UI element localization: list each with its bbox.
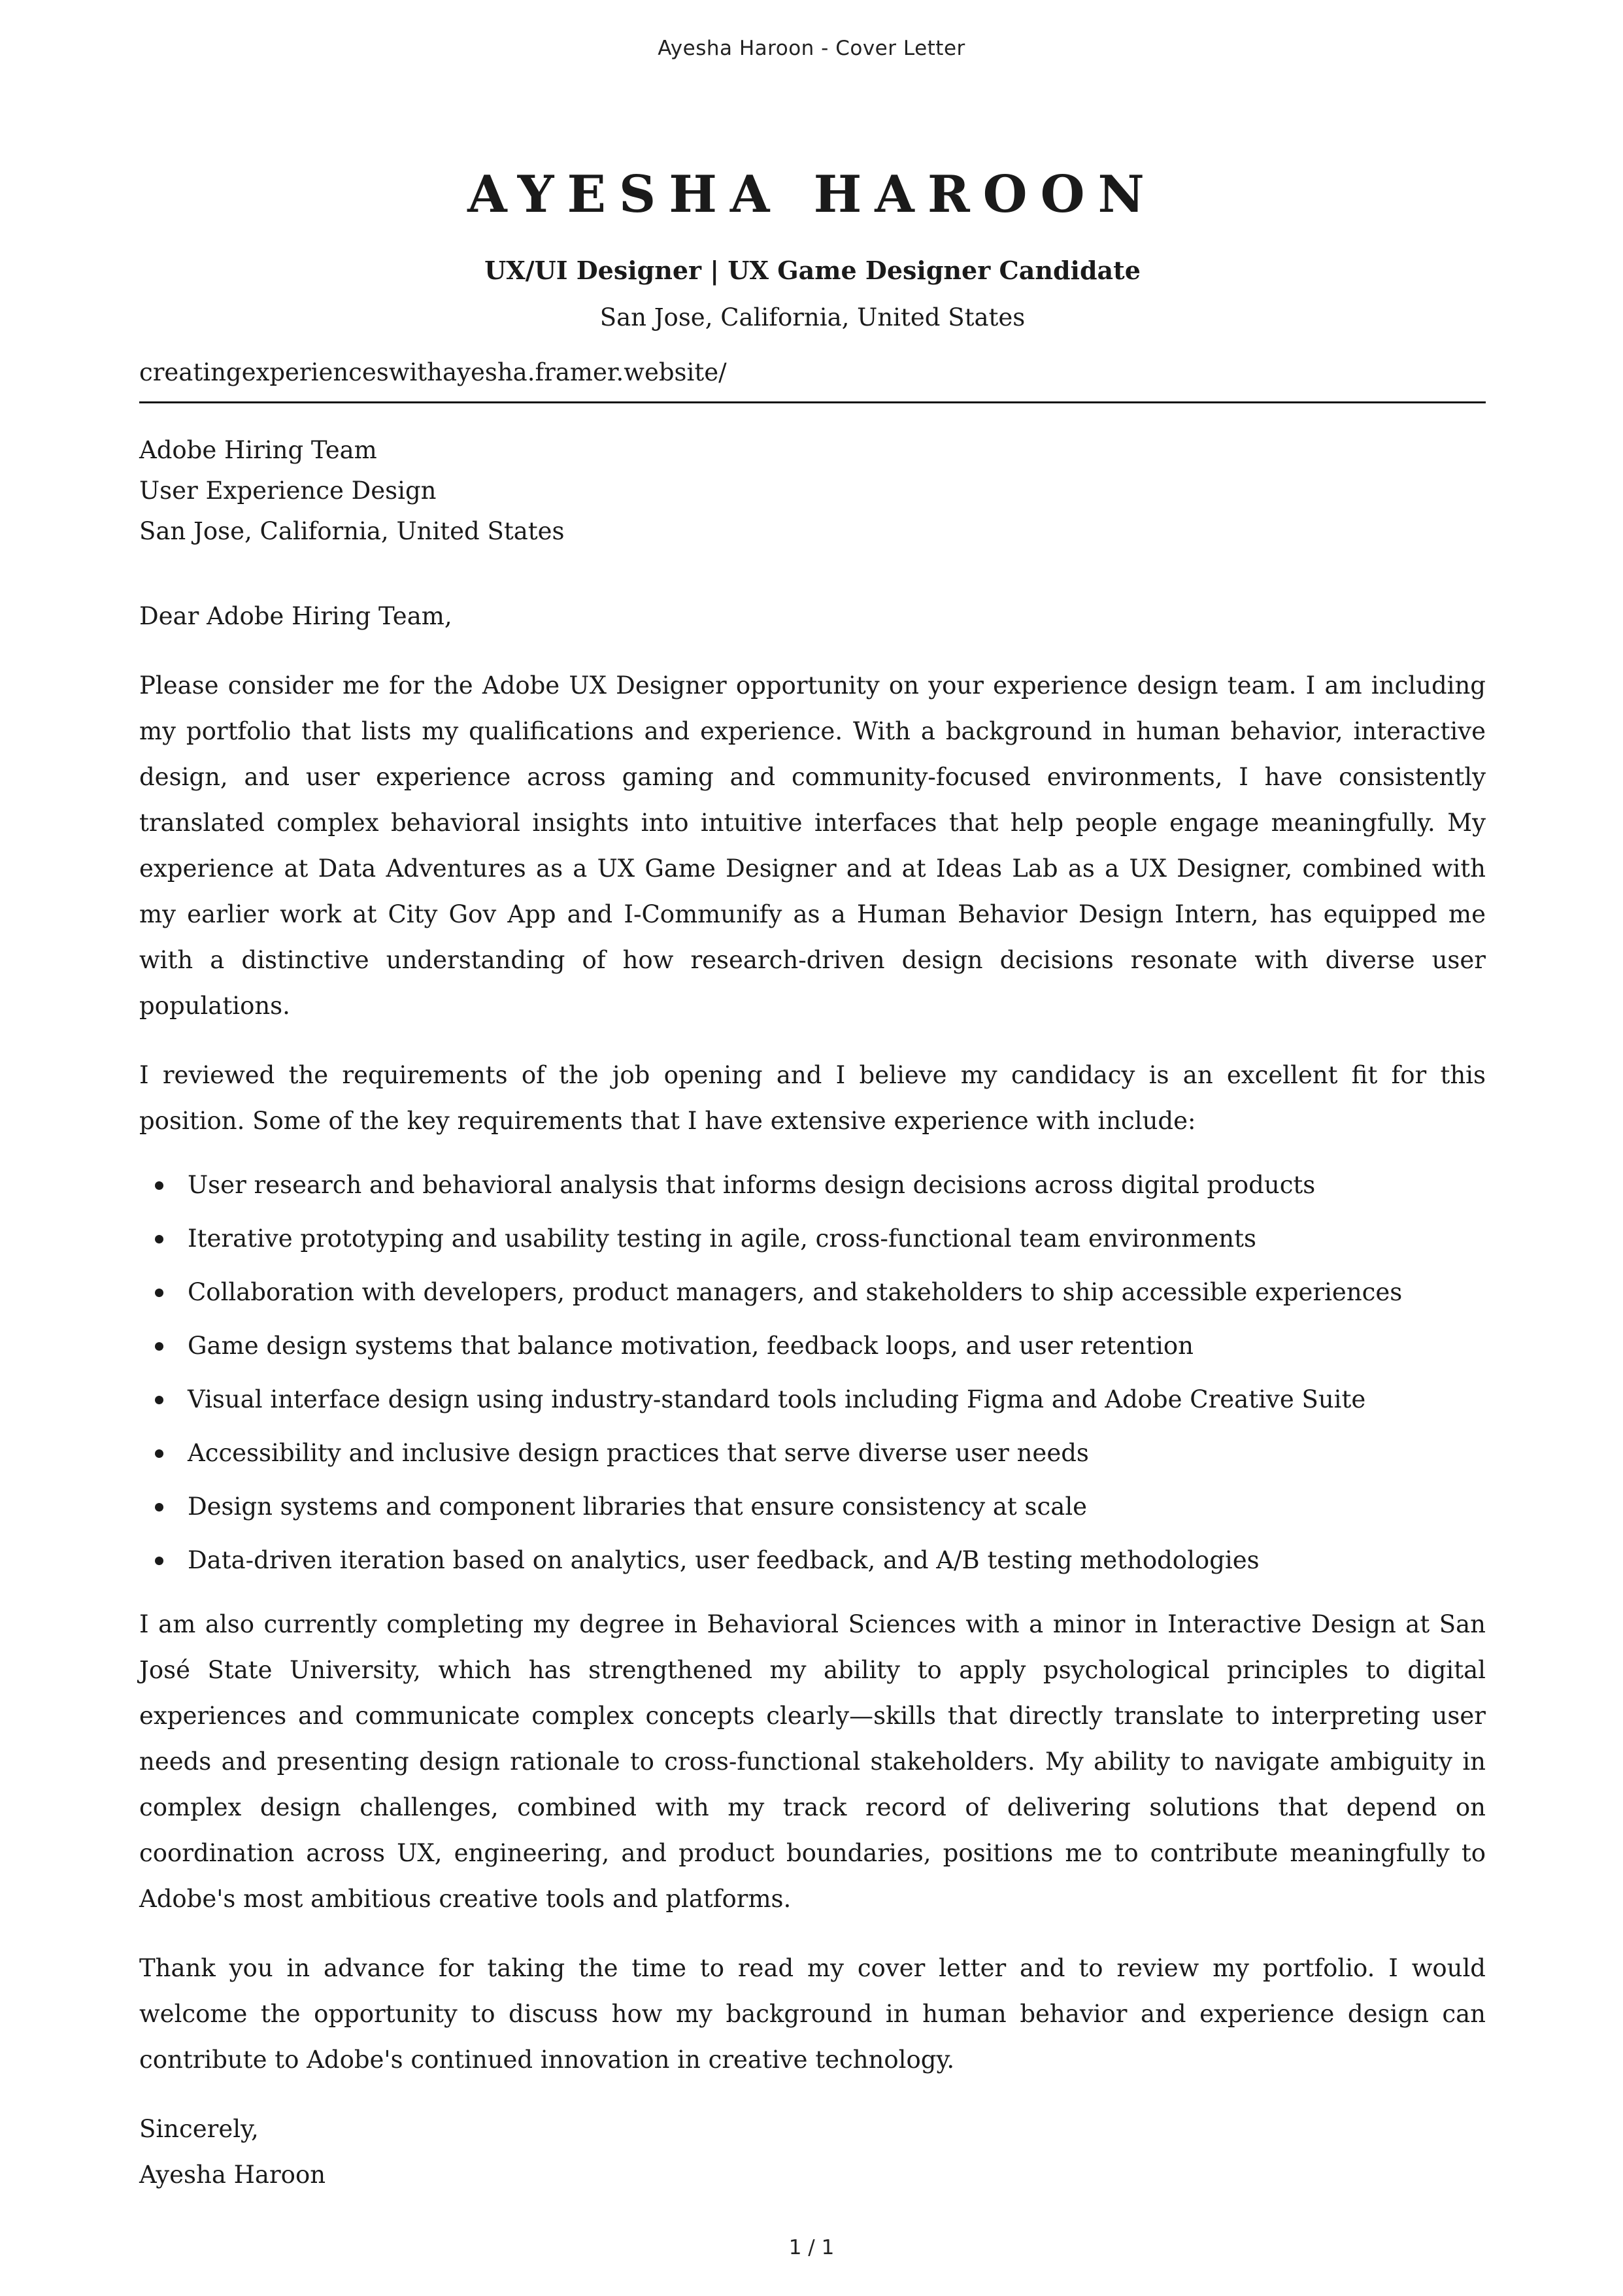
recipient-name: Adobe Hiring Team	[139, 436, 377, 464]
bullet-icon	[155, 1396, 163, 1404]
applicant-location: San Jose, California, United States	[599, 303, 1026, 331]
list-item	[139, 1221, 1486, 1257]
list-item	[139, 1543, 1486, 1578]
letter-body	[139, 594, 1486, 2198]
list-item-text: User research and behavioral analysis that informs design decisions across digital products	[188, 1171, 1316, 1199]
portfolio-link[interactable]: creatingexperienceswithayesha.framer.website/	[139, 358, 727, 386]
requirements-intro-paragraph: I reviewed the requirements of the job opening and I believe my candidacy is an excellent fit for this position. Some of the key requirements that I have extensive experience with include:	[139, 1061, 1486, 1135]
bullet-icon	[155, 1557, 163, 1565]
applicant-name: AYESHA HAROON	[467, 165, 1158, 224]
list-item	[139, 1275, 1486, 1310]
list-item-text: Visual interface design using industry-standard tools including Figma and Adobe Creative Suite	[188, 1385, 1366, 1413]
intro-paragraph: Please consider me for the Adobe UX Designer opportunity on your experience design team. I am including my portfolio that lists my qualifications and experience. With a background in human behavior, interactive design, and user experience across gaming and community-focused environments, I have consistently translated complex behavioral insights into intuitive interfaces that help people engage meaningfully. My experience at Data Adventures as a UX Game Designer and at Ideas Lab as a UX Designer, combined with my earlier work at City Gov App and I-Communify as a Human Behavior Design Intern, has equipped me with a distinctive understanding of how research-driven design decisions resonate with diverse user populations.	[139, 671, 1486, 1020]
list-item-text: Design systems and component libraries that ensure consistency at scale	[188, 1493, 1088, 1521]
applicant-role: UX/UI Designer | UX Game Designer Candidate	[484, 256, 1141, 285]
bullet-icon	[155, 1289, 163, 1297]
list-item-text: Accessibility and inclusive design practices that serve diverse user needs	[188, 1439, 1089, 1467]
education-paragraph: I am also currently completing my degree in Behavioral Sciences with a minor in Interactive Design at San José State University, which has strengthened my ability to apply psychological principles to digital experiences and communicate complex concepts clearly—skills that directly translate to interpreting user needs and presenting design rationale to cross-functional stakeholders. My ability to navigate ambiguity in complex design challenges, combined with my track record of delivering solutions that depend on coordination across UX, engineering, and product boundaries, positions me to contribute meaningfully to Adobe's most ambitious creative tools and platforms.	[139, 1610, 1486, 1913]
list-item	[139, 1328, 1486, 1364]
salutation: Dear Adobe Hiring Team,	[139, 602, 452, 630]
bullet-icon	[155, 1449, 163, 1458]
list-item-text: Game design systems that balance motivation, feedback loops, and user retention	[188, 1332, 1194, 1360]
page-number: 1 / 1	[788, 2236, 835, 2259]
closing-block	[139, 2106, 1486, 2198]
recipient-department: User Experience Design	[139, 477, 437, 505]
list-item-text: Data-driven iteration based on analytics, user feedback, and A/B testing methodologies	[188, 1546, 1260, 1574]
signature: Ayesha Haroon	[139, 2161, 326, 2189]
bullet-icon	[155, 1235, 163, 1243]
bullet-icon	[155, 1503, 163, 1511]
thank-you-paragraph: Thank you in advance for taking the time to read my cover letter and to review my portfolio. I would welcome the opportunity to discuss how my background in human behavior and experience design can contribute to Adobe's continued innovation in creative technology.	[139, 1954, 1486, 2074]
list-item	[139, 1436, 1486, 1471]
list-item	[139, 1168, 1486, 1203]
bullet-icon	[155, 1342, 163, 1351]
recipient-block	[139, 430, 1486, 552]
header-divider	[139, 401, 1486, 403]
list-item-text: Collaboration with developers, product managers, and stakeholders to ship accessible experiences	[188, 1278, 1403, 1306]
bullet-icon	[155, 1181, 163, 1190]
list-item	[139, 1489, 1486, 1525]
list-item-text: Iterative prototyping and usability testing in agile, cross-functional team environments	[188, 1224, 1256, 1253]
requirements-list	[139, 1168, 1486, 1578]
list-item	[139, 1382, 1486, 1417]
signoff: Sincerely,	[139, 2115, 259, 2143]
recipient-location: San Jose, California, United States	[139, 517, 565, 545]
page-header: Ayesha Haroon - Cover Letter	[658, 37, 965, 60]
